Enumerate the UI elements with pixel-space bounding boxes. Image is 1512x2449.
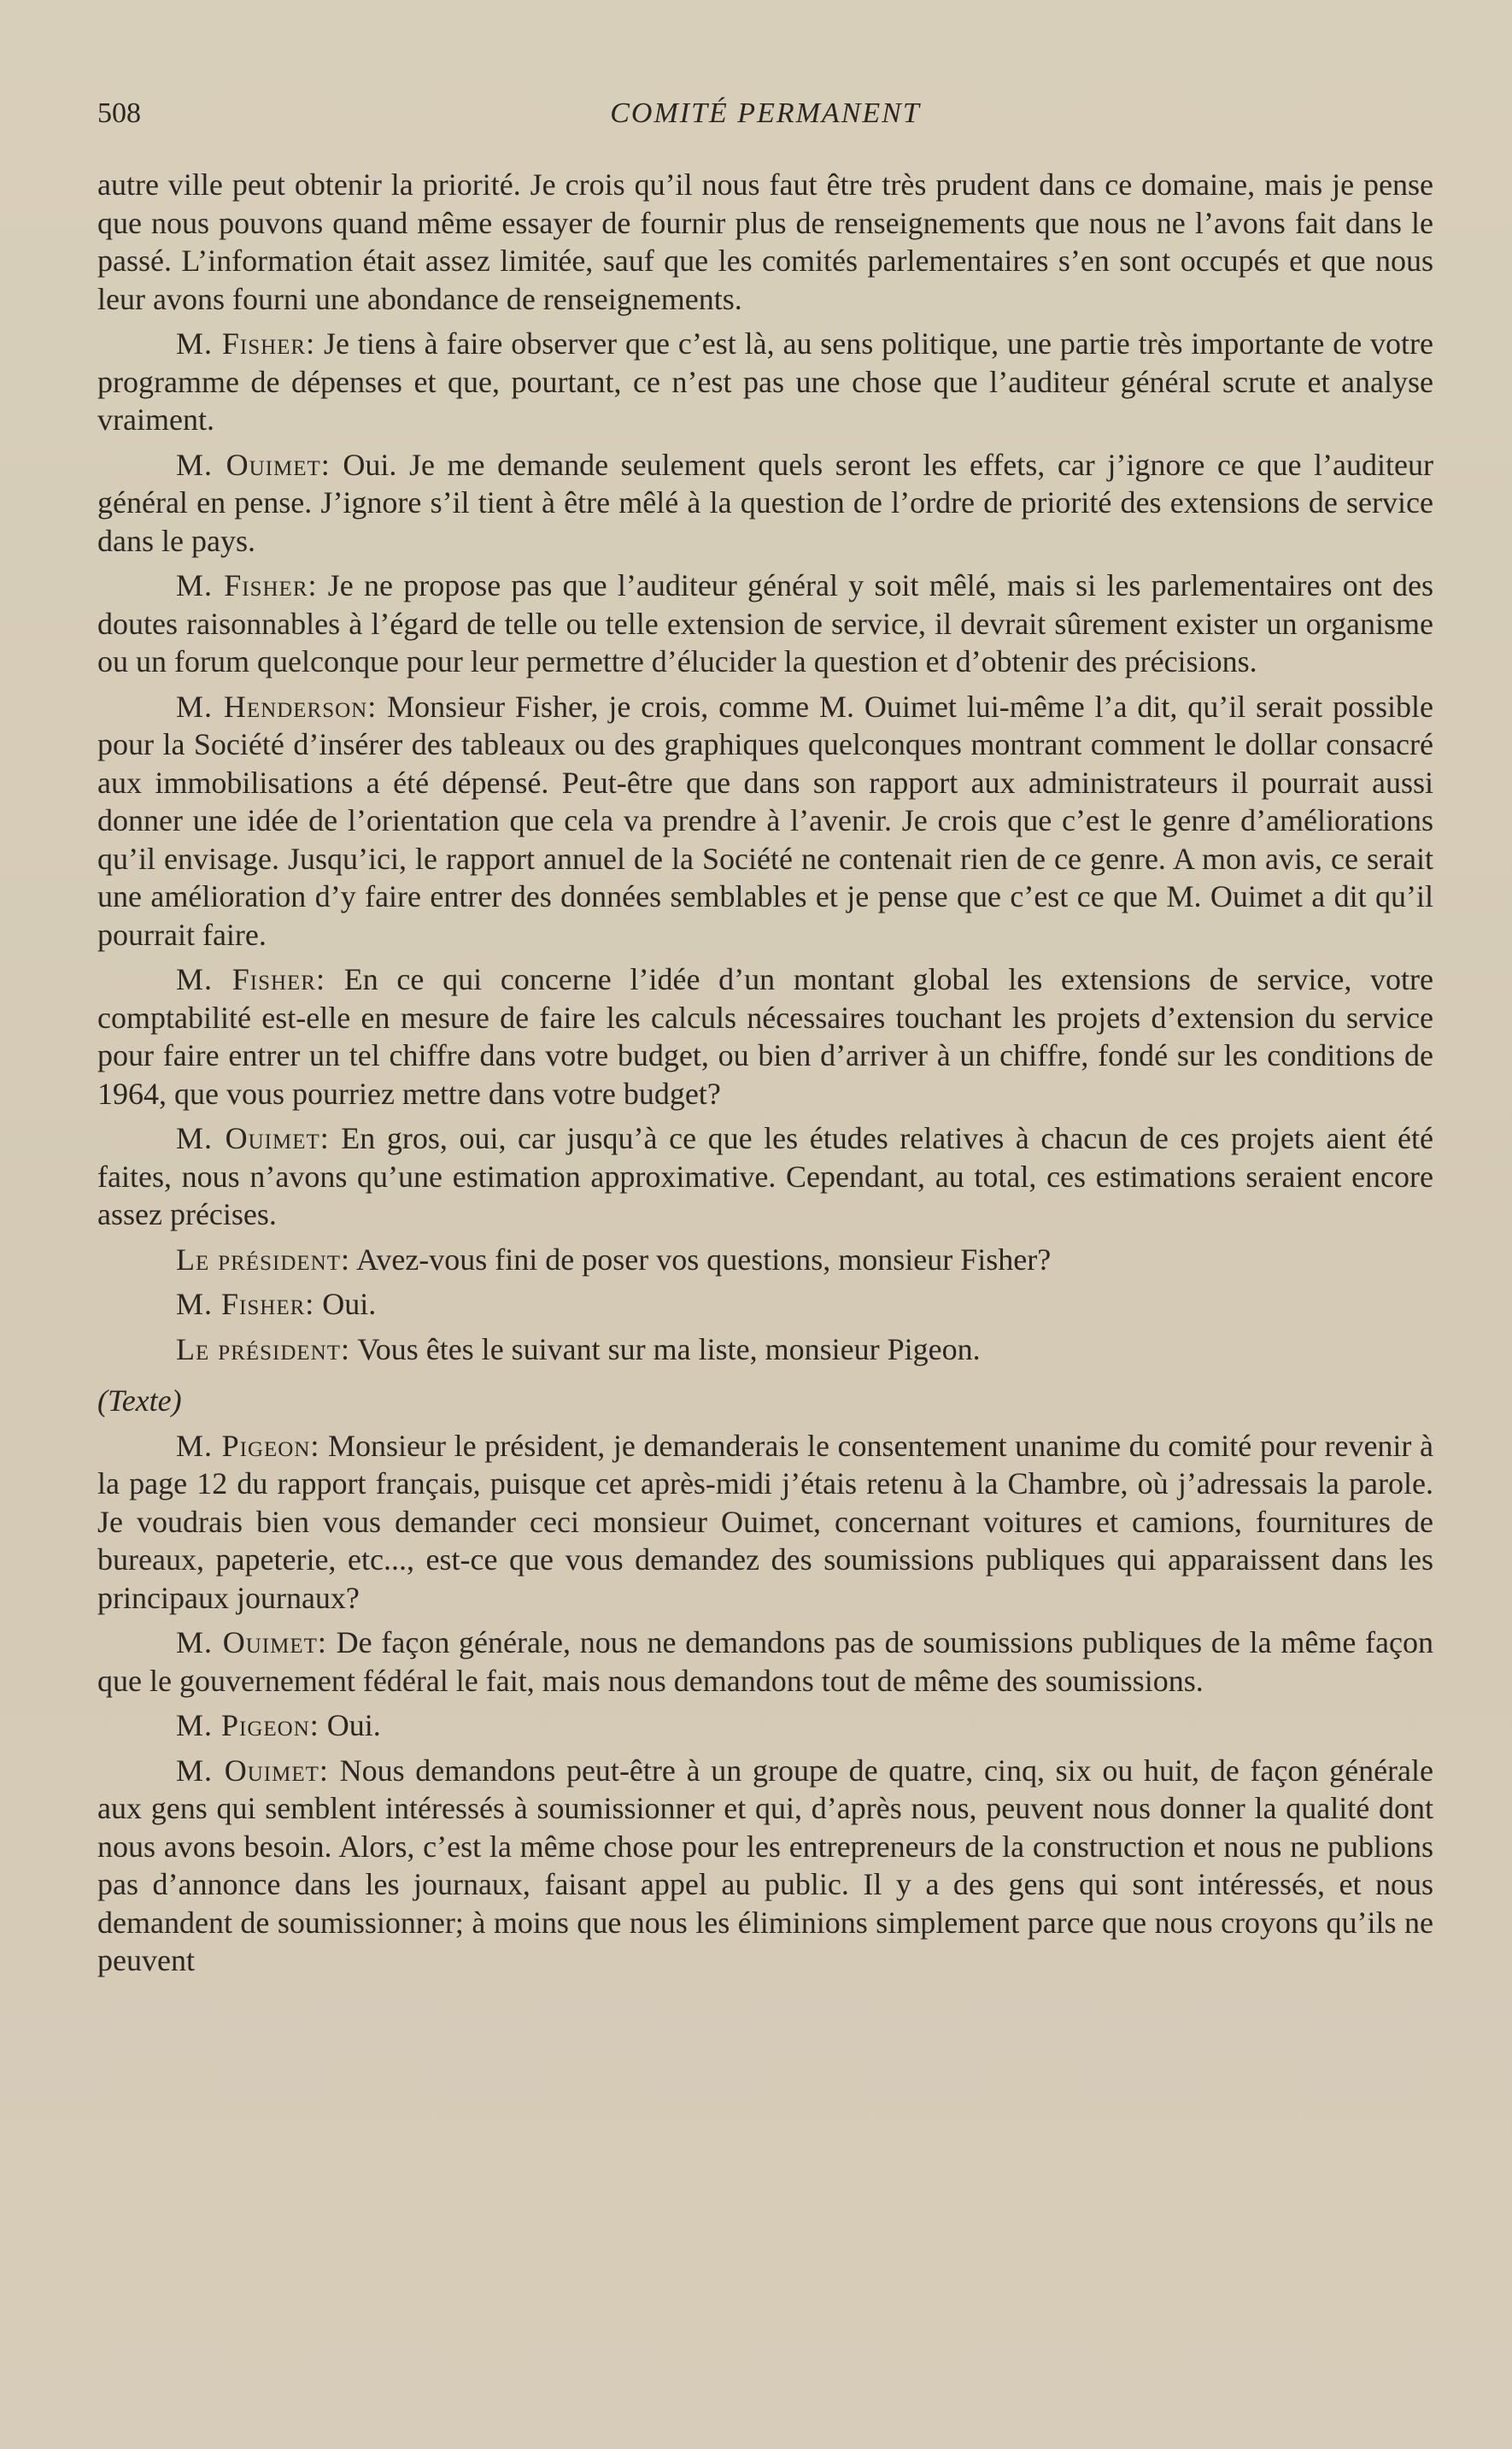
paragraph-text: Monsieur Fisher, je crois, comme M. Ouimet lui-même l’a dit, qu’il serait possible pour la Société d’insérer des tableaux ou des graphiques quelconques montrant comment le dollar consacré aux immobilisations a été dépensé. Peut-être que dans son rapport aux administrateurs il pourrait aussi donner une idée de l’orientation que cela va prendre à l’avenir. Je crois que c’est le genre d’améliorations qu’il envisage. Jusqu’ici, le rapport annuel de la Société ne contenait rien de ce genre. A mon avis, ce serait une amélioration d’y faire entrer des données semblables et je pense que c’est ce que M. Ouimet a dit qu’il pourrait faire. (97, 689, 1433, 952)
paragraph (97, 1706, 1433, 1745)
paragraph (97, 325, 1433, 439)
paragraph-text: autre ville peut obtenir la priorité. Je crois qu’il nous faut être très prudent dans ce domaine, mais je pense que nous pouvons quand même essayer de fournir plus de renseignements que nous ne l’avons fait dans le passé. L’information était assez limitée, sauf que les comités parlementaires s’en sont occupés et que nous leur avons fourni une abondance de renseignements. (97, 167, 1433, 316)
speaker-name: M. Fisher: (176, 1287, 315, 1321)
paragraph (97, 1752, 1433, 1980)
speaker-name: Le président: (176, 1331, 350, 1366)
paragraph (97, 1119, 1433, 1234)
paragraph (97, 446, 1433, 561)
speaker-name: M. Ouimet: (176, 1753, 329, 1788)
speaker-name: M. Fisher: (176, 568, 318, 602)
paragraph (97, 166, 1433, 318)
speaker-name: M. Ouimet: (176, 447, 331, 482)
speaker-name: M. Pigeon: (176, 1708, 319, 1742)
paragraph-text: Oui. (319, 1708, 381, 1742)
header-title: COMITÉ PERMANENT (610, 97, 921, 129)
paragraph-text: Nous demandons peut-être à un groupe de quatre, cinq, six ou huit, de façon générale aux gens qui semblent intéressés à soumissionner et qui, d’après nous, peuvent nous donner la qualité dont nous avons besoin. Alors, c’est la même chose pour les entrepreneurs de la construction et nous ne publions pas d’annonce dans les journaux, faisant appel au public. Il y a des gens qui sont intéressés, et nous demandent de soumissionner; à moins que nous les éliminions simplement parce que nous croyons qu’ils ne peuvent (97, 1753, 1433, 1977)
section-label: (Texte) (97, 1383, 182, 1418)
paragraph-text: Monsieur le président, je demanderais le consentement unanime du comité pour revenir à la page 12 du rapport français, puisque cet après-midi j’étais retenu à la Chambre, où j’adressais la parole. Je voudrais bien vous demander ceci monsieur Ouimet, concernant voitures et camions, fournitures de bureaux, papeterie, etc..., est-ce que vous demandez des soumissions publiques qui apparaissent dans les principaux journaux? (97, 1428, 1434, 1615)
paragraph-text: En gros, oui, car jusqu’à ce que les études relatives à chacun de ces projets aient été faites, nous n’avons qu’une estimation approximative. Cependant, au total, ces estimations seraient encore assez précises. (97, 1121, 1433, 1231)
paragraph (97, 960, 1433, 1113)
paragraph-text: En ce qui concerne l’idée d’un montant global les extensions de service, votre comptabilité est-elle en mesure de faire les calculs nécessaires touchant les projets d’extension du service pour faire entrer un tel chiffre dans votre budget, ou bien d’arriver à un chiffre, fondé sur les conditions de 1964, que vous pourriez mettre dans votre budget? (97, 962, 1434, 1111)
paragraph-text: De façon générale, nous ne demandons pas de soumissions publiques de la même façon que le gouvernement fédéral le fait, mais nous demandons tout de même des soumissions. (97, 1625, 1433, 1698)
paragraph (97, 1427, 1433, 1618)
paragraph (97, 1330, 1433, 1369)
paragraph-text: Avez-vous fini de poser vos questions, monsieur Fisher? (350, 1242, 1052, 1277)
paragraph (97, 1241, 1433, 1279)
paragraph (97, 1285, 1433, 1324)
page-number: 508 (97, 97, 141, 129)
speaker-name: Le président: (176, 1242, 350, 1277)
speaker-name: M. Henderson: (176, 689, 378, 724)
paragraph-text: Vous êtes le suivant sur ma liste, monsieur Pigeon. (350, 1331, 981, 1366)
paragraph-text: Je tiens à faire observer que c’est là, au sens politique, une partie très importante de votre programme de dépenses et que, pourtant, ce n’est pas une chose que l’auditeur général scrute et analyse vraiment. (97, 326, 1433, 437)
paragraph-text: Oui. (314, 1287, 377, 1321)
paragraph (97, 1624, 1433, 1700)
speaker-name: M. Fisher: (176, 962, 325, 996)
paragraph (97, 567, 1433, 681)
paragraph-text: Oui. Je me demande seulement quels seront les effets, car j’ignore ce que l’auditeur général en pense. J’ignore s’il tient à être mêlé à la question de l’ordre de priorité des extensions de service dans le pays. (97, 447, 1433, 558)
running-head (97, 92, 1433, 140)
paragraph-text: Je ne propose pas que l’auditeur général y soit mêlé, mais si les parlementaires ont des doutes raisonnables à l’égard de telle ou telle extension de service, il devrait sûrement exister un organisme ou un forum quelconque pour leur permettre d’élucider la question et d’obtenir des précisions. (97, 568, 1434, 678)
speaker-name: M. Pigeon: (176, 1428, 320, 1463)
speaker-name: M. Ouimet: (176, 1625, 327, 1659)
speaker-name: M. Fisher: (176, 326, 316, 361)
body-text (97, 166, 1433, 1980)
speaker-name: M. Ouimet: (176, 1121, 330, 1155)
paragraph (97, 688, 1433, 954)
